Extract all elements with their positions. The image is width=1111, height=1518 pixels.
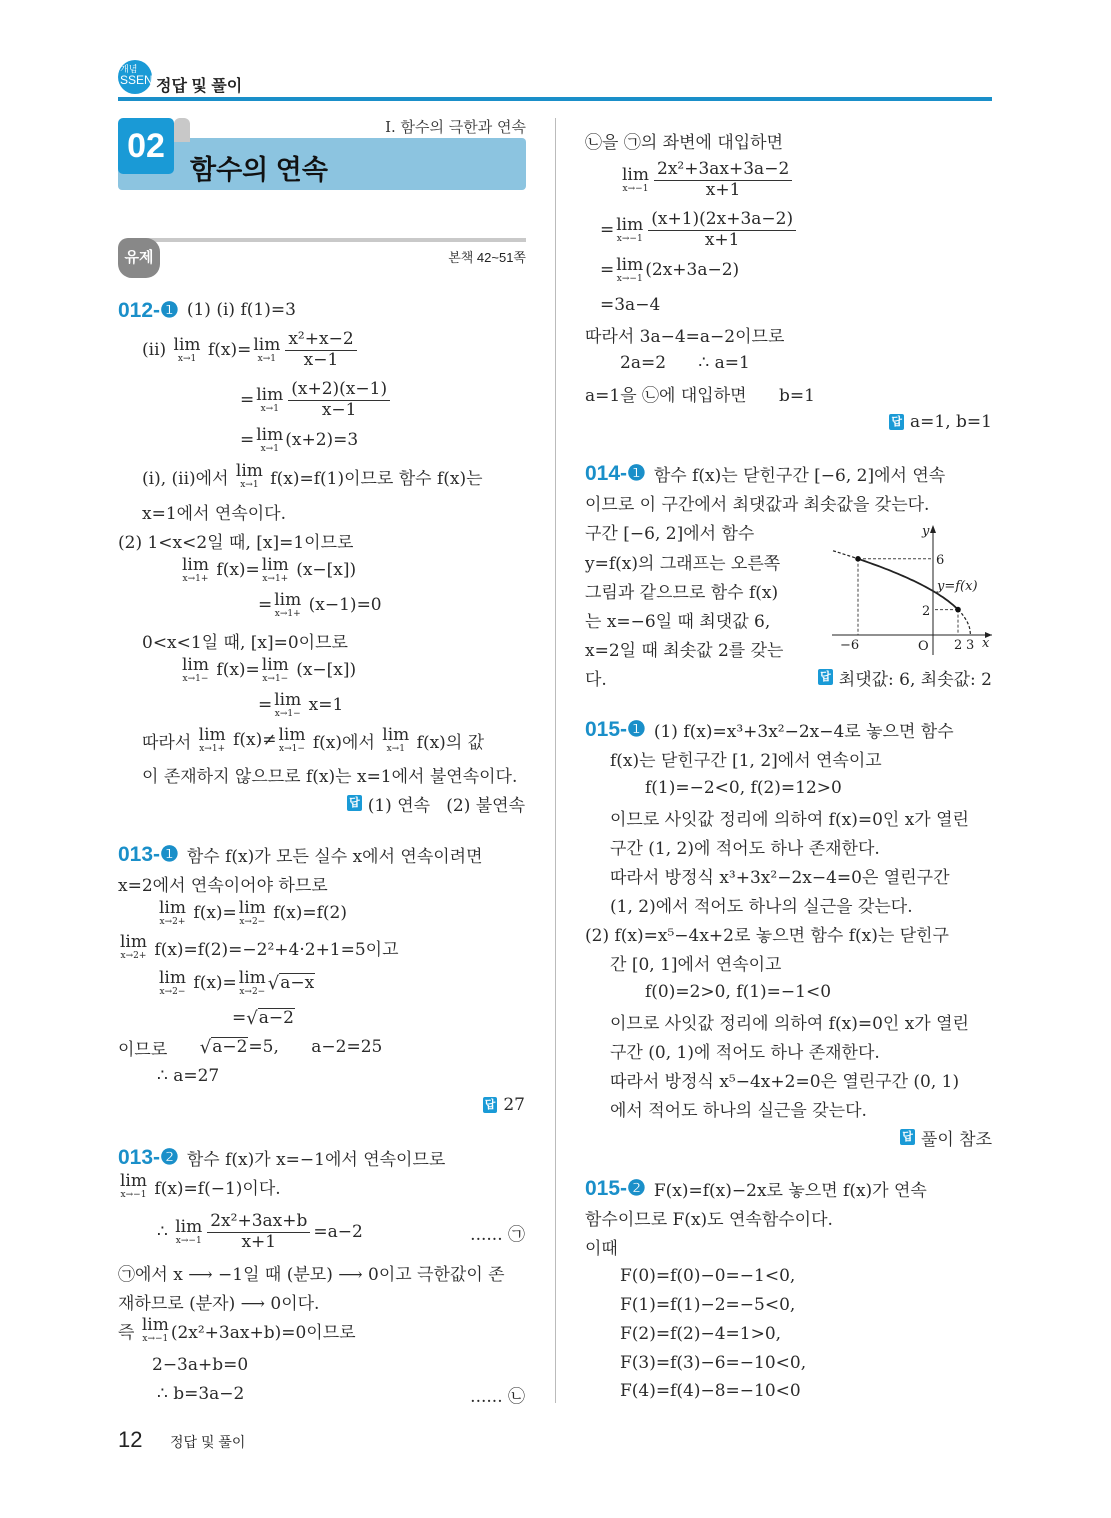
text-segment: =a−2: [313, 1222, 363, 1242]
text-line: [585, 1203, 992, 1231]
text-segment: (x−1)=0: [303, 595, 382, 615]
text-segment: f(x)=f(2)=−2²+4·2+1=5이고: [149, 939, 399, 960]
text-line: [645, 774, 992, 802]
text-line: [157, 899, 525, 927]
text-line: [620, 1377, 992, 1405]
text-segment: (1) 연속 (2) 불연속: [367, 795, 525, 816]
text-segment: F(3)=f(3)−6=−10<0,: [620, 1353, 807, 1373]
text-segment: =: [600, 260, 615, 280]
limit-subscript: x→−1: [616, 273, 643, 284]
logo-bottom-text: SSEN: [120, 73, 153, 87]
graph-x-tick-neg6: −6: [840, 638, 860, 653]
text-line: [118, 1172, 525, 1200]
denominator: x+1: [705, 179, 741, 200]
text-segment: f(x)에서: [307, 732, 381, 753]
text-segment: x=2일 때 최솟값 2를 갖는: [585, 640, 784, 661]
denominator: x+1: [241, 1231, 277, 1252]
lim-text: lim: [182, 654, 209, 675]
limit-operator: [175, 1216, 203, 1246]
text-line: [610, 861, 992, 889]
text-line: [118, 1316, 525, 1344]
text-segment: =: [232, 1008, 247, 1028]
text-segment: (i), (ii)에서: [142, 468, 234, 489]
text-line: [232, 1004, 525, 1032]
problem-number: 015-❷: [585, 1176, 646, 1200]
limit-subscript: x→2+: [159, 916, 186, 927]
text-segment: f(1)=−2<0, f(2)=12>0: [645, 778, 842, 798]
text-segment: ∴ b=3a−2: [157, 1384, 245, 1404]
text-segment: x=2에서 연속이어야 하므로: [118, 875, 328, 896]
text-line: [157, 1210, 525, 1252]
text-segment: 풀이 참조: [920, 1129, 992, 1150]
limit-operator: [382, 724, 410, 754]
problem-number: 015-❶: [585, 717, 646, 741]
numerator: (x+2)(x−1): [288, 380, 390, 401]
text-segment: x=1: [303, 695, 344, 715]
lim-text: lim: [238, 897, 266, 918]
text-segment: 0<x<1일 때, [x]=0이므로: [142, 632, 348, 653]
text-segment: 27: [503, 1095, 525, 1115]
limit-subscript: x→1: [260, 403, 279, 414]
text-line: [620, 1262, 992, 1290]
graph-x-label: x: [982, 636, 990, 651]
limit-operator: [238, 967, 266, 997]
text-line: [610, 832, 992, 860]
radicand: a−x: [280, 972, 315, 993]
text-segment: 최댓값: 6, 최솟값: 2: [838, 669, 992, 690]
text-line: [585, 1232, 992, 1260]
text-line: [118, 933, 525, 961]
text-line: [610, 1065, 992, 1093]
limit-subscript: x→1: [257, 353, 277, 364]
text-segment: (1) f(x)=x³+3x²−2x−4로 놓으면 함수: [653, 721, 954, 742]
answer-badge: 답: [820, 671, 831, 683]
text-segment: 따라서 3a−4=a−2이므로: [585, 326, 785, 347]
lim-text: lim: [198, 724, 226, 745]
text-segment: 구간 (0, 1)에 적어도 하나 존재한다.: [610, 1042, 880, 1063]
lim-text: lim: [120, 1170, 147, 1191]
lim-text: lim: [159, 967, 186, 988]
text-segment: ∴ a=27: [157, 1066, 220, 1086]
limit-subscript: x→1+: [274, 608, 301, 619]
text-line: [620, 1291, 992, 1319]
text-segment: =: [240, 390, 255, 410]
text-segment: f(x)=f(2): [267, 903, 347, 923]
text-segment: 따라서: [142, 732, 197, 753]
text-segment: F(1)=f(1)−2=−5<0,: [620, 1295, 796, 1315]
logo-top-text: 개념: [120, 64, 138, 74]
lim-text: lim: [274, 689, 302, 710]
numerator: (x+1)(2x+3a−2): [648, 210, 796, 231]
limit-subscript: x→−1: [616, 233, 643, 244]
text-segment: f(x)는 닫힌구간 [1, 2]에서 연속이고: [610, 750, 882, 771]
numerator: 2x²+3ax+3a−2: [654, 160, 792, 181]
limit-operator: [159, 967, 186, 997]
limit-subscript: x→1: [260, 443, 279, 454]
min-point: [955, 607, 961, 613]
answer-badge: 답: [891, 416, 903, 428]
text-segment: y=f(x)의 그래프는 오른쪽: [585, 553, 781, 574]
text-line: [118, 789, 525, 817]
text-line: [118, 1287, 525, 1315]
lim-text: lim: [622, 164, 649, 185]
lim-text: lim: [274, 589, 302, 610]
text-segment: (x−[x]): [290, 660, 357, 680]
limit-subscript: x→1+: [182, 573, 209, 584]
text-segment: ∴: [157, 1222, 174, 1242]
graph-x-tick-2: 2: [954, 638, 963, 653]
radical-sign: √: [267, 972, 280, 994]
limit-subscript: x→1+: [262, 573, 289, 584]
limit-subscript: x→1: [386, 743, 405, 754]
text-segment: 에서 적어도 하나의 실근을 갖는다.: [610, 1100, 867, 1121]
lim-text: lim: [253, 334, 281, 355]
text-segment: f(x)=: [211, 560, 260, 580]
text-segment: 함수 f(x)가 모든 실수 x에서 연속이려면: [186, 846, 483, 867]
square-root: [200, 1037, 249, 1058]
denominator: x+1: [704, 229, 740, 250]
limit-subscript: x→1+: [199, 743, 226, 754]
equation-tag: ...... ㉡: [470, 1386, 525, 1407]
lim-text: lim: [182, 554, 209, 575]
text-segment: F(0)=f(0)−0=−1<0,: [620, 1266, 796, 1286]
text-segment: 2a=2 ∴ a=1: [620, 353, 750, 373]
limit-subscript: x→−1: [622, 183, 649, 194]
text-line: [157, 1380, 525, 1408]
lim-text: lim: [120, 931, 147, 952]
square-root: [246, 1008, 295, 1029]
header-title: 정답 및 풀이: [156, 78, 243, 95]
limit-operator: [120, 1170, 147, 1200]
limit-subscript: x→1−: [182, 673, 209, 684]
lim-text: lim: [261, 654, 289, 675]
text-segment: f(x)=: [202, 340, 252, 360]
graph-figure: [0, 0, 1111, 700]
text-segment: (2) 1<x<2일 때, [x]=1이므로: [118, 532, 354, 553]
radicand: a−2: [258, 1007, 294, 1028]
problem-number: 012-❶: [118, 298, 179, 322]
text-segment: F(4)=f(4)−8=−10<0: [620, 1381, 801, 1401]
text-segment: 간 [0, 1]에서 연속이고: [610, 954, 782, 975]
text-line: [620, 1320, 992, 1348]
lim-text: lim: [256, 384, 284, 405]
limit-subscript: x→2−: [159, 986, 186, 997]
text-line: [610, 1094, 992, 1122]
text-segment: 함수 f(x)가 x=−1에서 연속이므로: [186, 1149, 446, 1170]
lim-text: lim: [159, 897, 186, 918]
lim-text: lim: [616, 214, 644, 235]
text-line: [157, 1062, 525, 1090]
text-segment: f(x)=: [211, 660, 260, 680]
equation-tag: ...... ㉠: [470, 1224, 525, 1245]
curve-extension-left: [833, 551, 858, 559]
lim-text: lim: [616, 254, 644, 275]
text-line: [118, 1091, 525, 1119]
answer-badge: 답: [902, 1131, 913, 1143]
book-reference: 본책 42~51쪽: [448, 250, 526, 265]
text-segment: f(x)의 값: [411, 732, 485, 753]
graph-origin-label: O: [918, 639, 929, 654]
text-segment: 이므로 이 구간에서 최댓값과 최솟값을 갖는다.: [585, 494, 930, 515]
text-segment: 구간 (1, 2)에 적어도 하나 존재한다.: [610, 838, 880, 859]
limit-subscript: x→1: [177, 353, 197, 364]
limit-operator: [198, 724, 226, 754]
limit-subscript: x→2+: [120, 950, 147, 961]
limit-subscript: x→1: [240, 479, 259, 490]
lim-text: lim: [382, 724, 410, 745]
text-segment: (2x²+3ax+b)=0이므로: [170, 1322, 356, 1343]
limit-subscript: x→2−: [239, 986, 266, 997]
text-segment: 이므로: [118, 1039, 200, 1060]
limit-subscript: x→−1: [142, 1333, 169, 1344]
text-segment: ㉠에서 x ⟶ −1일 때 (분모) ⟶ 0이고 극한값이 존: [118, 1264, 505, 1285]
limit-operator: [159, 897, 186, 927]
text-segment: (1, 2)에서 적어도 하나의 실근을 갖는다.: [610, 896, 913, 917]
lim-text: lim: [173, 334, 201, 355]
limit-subscript: x→−1: [175, 1235, 202, 1246]
problem-number: 013-❶: [118, 842, 179, 866]
text-line: [610, 948, 992, 976]
lim-text: lim: [235, 460, 263, 481]
graph-x-tick-3: 3: [966, 638, 975, 653]
denominator: x−1: [303, 349, 339, 370]
text-segment: F(x)=f(x)−2x로 놓으면 f(x)가 연속: [653, 1180, 927, 1201]
lim-text: lim: [238, 967, 266, 988]
text-line: [610, 803, 992, 831]
text-line: [585, 715, 992, 743]
text-segment: 이 존재하지 않으므로 f(x)는 x=1에서 불연속이다.: [142, 766, 518, 787]
answer-badge: 답: [349, 797, 360, 809]
limit-subscript: x→1−: [262, 673, 289, 684]
text-segment: (ii): [142, 340, 172, 360]
limit-subscript: x→1−: [274, 708, 301, 719]
text-segment: 2−3a+b=0: [152, 1355, 249, 1375]
text-line: [157, 969, 525, 997]
text-segment: 따라서 방정식 x⁵−4x+2=0은 열린구간 (0, 1): [610, 1071, 960, 1092]
text-line: [610, 1036, 992, 1064]
text-segment: (x−[x]): [290, 560, 357, 580]
text-segment: f(x)=f(−1)이다.: [149, 1178, 281, 1199]
limit-subscript: x→1−: [279, 743, 305, 754]
text-line: [142, 760, 525, 788]
text-segment: ㉡을 ㉠의 좌변에 대입하면: [585, 132, 784, 153]
text-line: [610, 744, 992, 772]
y-axis-arrow-icon: [930, 525, 936, 533]
limit-operator: [278, 724, 306, 754]
text-line: [610, 890, 992, 918]
text-segment: =5, a−2=25: [248, 1037, 383, 1057]
text-line: [118, 1143, 525, 1171]
chapter-number: 02: [118, 118, 174, 174]
radical-sign: √: [246, 1007, 258, 1029]
text-line: [620, 1349, 992, 1377]
graph-y-tick-2: 2: [922, 604, 931, 619]
lim-text: lim: [256, 424, 284, 445]
chapter-unit: Ⅰ. 함수의 극한과 연속: [385, 118, 526, 136]
text-line: [610, 1007, 992, 1035]
limit-subscript: x→−1: [120, 1189, 147, 1200]
text-segment: f(x)≠: [227, 730, 277, 750]
text-segment: 그림과 같으므로 함수 f(x): [585, 582, 779, 603]
limit-operator: [238, 897, 266, 927]
text-segment: 함수 f(x)는 닫힌구간 [−6, 2]에서 연속: [653, 465, 946, 486]
lim-text: lim: [175, 1216, 203, 1237]
graph-y-label: y: [922, 524, 930, 539]
text-segment: f(x)=f(1)이므로 함수 f(x)는: [264, 468, 483, 489]
problem-number: 014-❶: [585, 461, 646, 485]
text-line: [118, 1033, 525, 1061]
lim-text: lim: [261, 554, 289, 575]
text-segment: 이므로 사잇값 정리에 의하여 f(x)=0인 x가 열린: [610, 1013, 969, 1034]
text-line: [585, 1174, 992, 1202]
text-segment: =: [258, 695, 273, 715]
fraction: [207, 1212, 310, 1252]
chapter-title: 함수의 연속: [190, 155, 328, 185]
radicand: a−2: [212, 1036, 248, 1057]
text-segment: f(x)=: [188, 903, 237, 923]
text-segment: (x+2)=3: [285, 430, 359, 450]
text-segment: =: [600, 220, 615, 240]
numerator: x²+x−2: [285, 330, 356, 351]
text-segment: 따라서 방정식 x³+3x²−2x−4=0은 열린구간: [610, 867, 950, 888]
text-line: [118, 869, 525, 897]
text-segment: 이때: [585, 1238, 618, 1259]
limit-subscript: x→2−: [239, 916, 266, 927]
denominator: x−1: [321, 399, 357, 420]
text-segment: =: [240, 430, 255, 450]
numerator: 2x²+3ax+b: [207, 1212, 310, 1233]
text-line: [645, 978, 992, 1006]
text-line: [118, 1258, 525, 1286]
text-segment: f(0)=2>0, f(1)=−1<0: [645, 982, 832, 1002]
limit-operator: [120, 931, 147, 961]
graph-y-tick-6: 6: [936, 553, 945, 568]
answer-badge: 답: [484, 1099, 496, 1111]
text-segment: (2) f(x)=x⁵−4x+2로 놓으면 함수 f(x)는 닫힌구: [585, 925, 949, 946]
text-segment: 재하므로 (분자) ⟶ 0이다.: [118, 1293, 320, 1314]
text-segment: 이므로 사잇값 정리에 의하여 f(x)=0인 x가 열린: [610, 809, 969, 830]
footer-label: 정답 및 풀이: [170, 1434, 246, 1450]
curve-extension-right: [958, 610, 971, 635]
text-segment: 다.: [585, 669, 607, 690]
max-point: [855, 556, 861, 562]
text-segment: =3a−4: [600, 295, 661, 315]
text-line: [142, 726, 525, 754]
text-segment: F(2)=f(2)−4=1>0,: [620, 1324, 782, 1344]
graph-curve-label: y=f(x): [937, 579, 978, 594]
text-line: [118, 840, 525, 868]
text-segment: f(x)=: [188, 973, 237, 993]
text-segment: (1) (i) f(1)=3: [186, 300, 296, 320]
section-badge: 유제: [118, 238, 160, 278]
limit-operator: [141, 1314, 169, 1344]
text-segment: 는 x=−6일 때 최댓값 6,: [585, 611, 771, 632]
lim-text: lim: [278, 724, 306, 745]
text-segment: a=1, b=1: [910, 412, 992, 432]
text-segment: =: [258, 595, 273, 615]
text-line: [585, 919, 992, 947]
text-segment: 즉: [118, 1322, 140, 1343]
page-number: 12: [118, 1427, 143, 1452]
problem-number: 013-❷: [118, 1145, 179, 1169]
square-root: [268, 973, 315, 994]
text-segment: x=1에서 연속이다.: [142, 503, 286, 524]
lim-text: lim: [141, 1314, 169, 1335]
text-segment: (2x+3a−2): [645, 260, 740, 280]
text-segment: 함수이므로 F(x)도 연속함수이다.: [585, 1209, 833, 1230]
text-line: [152, 1351, 525, 1379]
text-line: [585, 1123, 992, 1151]
radical-sign: √: [199, 1036, 212, 1058]
text-segment: a=1을 ㉡에 대입하면 b=1: [585, 385, 815, 406]
text-segment: 구간 [−6, 2]에서 함수: [585, 523, 755, 544]
